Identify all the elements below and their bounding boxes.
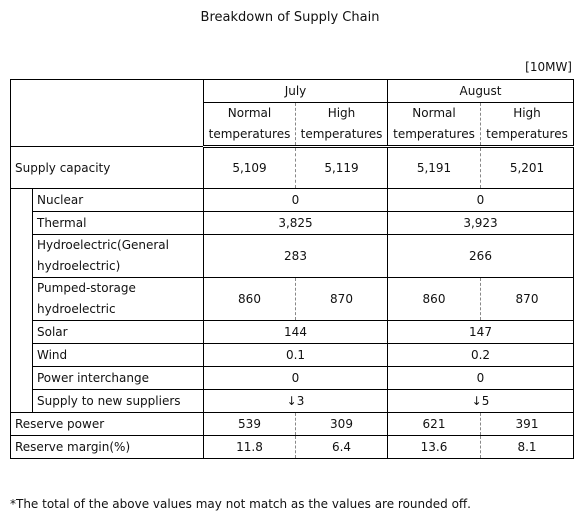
- cell-value: 266: [388, 235, 574, 278]
- row-nuclear: [11, 189, 574, 212]
- cell-value: 147: [388, 321, 574, 344]
- cell-value: ↓5: [388, 390, 574, 413]
- cell-value: 870: [481, 278, 574, 321]
- header-temperatures-label: temperatures: [208, 127, 291, 141]
- row-label: Reserve margin(%): [11, 436, 204, 459]
- row-label: Thermal: [33, 212, 204, 235]
- header-august-high: [481, 103, 574, 147]
- cell-value: 391: [481, 413, 574, 436]
- cell-value: 860: [388, 278, 481, 321]
- cell-value: 0: [204, 189, 388, 212]
- header-temperatures-label: temperatures: [393, 127, 475, 141]
- cell-value: 144: [204, 321, 388, 344]
- row-label-line: hydroelectric): [37, 259, 121, 273]
- row-hydroelectric: [11, 235, 574, 278]
- row-thermal: [11, 212, 574, 235]
- supply-table: [10, 79, 574, 459]
- cell-value: 5,109: [204, 147, 296, 189]
- cell-value: 5,191: [388, 147, 481, 189]
- header-temperatures-label: temperatures: [486, 127, 568, 141]
- cell-value: 13.6: [388, 436, 481, 459]
- cell-value: 860: [204, 278, 296, 321]
- cell-value: 11.8: [204, 436, 296, 459]
- cell-value: 870: [296, 278, 388, 321]
- footnote: *The total of the above values may not match as the values are rounded off.: [10, 497, 471, 511]
- cell-value: 8.1: [481, 436, 574, 459]
- row-wind: [11, 344, 574, 367]
- row-label: Wind: [33, 344, 204, 367]
- cell-value: 6.4: [296, 436, 388, 459]
- row-label-line: Pumped-storage: [37, 281, 136, 295]
- row-label-line: hydroelectric: [37, 302, 116, 316]
- row-label: Nuclear: [33, 189, 204, 212]
- row-new-suppliers: [11, 390, 574, 413]
- cell-value: 539: [204, 413, 296, 436]
- cell-value: 5,119: [296, 147, 388, 189]
- cell-value: 309: [296, 413, 388, 436]
- cell-value: 5,201: [481, 147, 574, 189]
- row-supply-capacity: [11, 147, 574, 189]
- header-august-normal: [388, 103, 481, 147]
- cell-value: 0: [204, 367, 388, 390]
- header-high-label: High: [513, 106, 541, 120]
- cell-value: 621: [388, 413, 481, 436]
- cell-value: 0.2: [388, 344, 574, 367]
- cell-value: 3,825: [204, 212, 388, 235]
- header-july-high: [296, 103, 388, 147]
- cell-value: 3,923: [388, 212, 574, 235]
- row-label-line: Hydroelectric(General: [37, 238, 169, 252]
- cell-value: 0.1: [204, 344, 388, 367]
- header-row-months: [11, 80, 574, 103]
- header-normal-label: Normal: [412, 106, 456, 120]
- row-reserve-power: [11, 413, 574, 436]
- table-title: Breakdown of Supply Chain: [200, 10, 380, 25]
- row-label: [33, 278, 204, 321]
- unit-label: [10MW]: [525, 60, 572, 74]
- row-reserve-margin: [11, 436, 574, 459]
- row-label: Power interchange: [33, 367, 204, 390]
- row-label: [33, 235, 204, 278]
- cell-value: 0: [388, 189, 574, 212]
- header-normal-label: Normal: [227, 106, 272, 120]
- cell-value: ↓3: [204, 390, 388, 413]
- header-july-normal: [204, 103, 296, 147]
- header-temperatures-label: temperatures: [300, 127, 383, 141]
- header-august: August: [388, 80, 574, 103]
- row-solar: [11, 321, 574, 344]
- cell-value: 283: [204, 235, 388, 278]
- row-pumped-storage: [11, 278, 574, 321]
- row-power-interchange: [11, 367, 574, 390]
- cell-value: 0: [388, 367, 574, 390]
- header-corner: [11, 80, 204, 147]
- header-july: July: [204, 80, 388, 103]
- row-label: Solar: [33, 321, 204, 344]
- row-label: Supply capacity: [11, 147, 204, 189]
- row-label: Supply to new suppliers: [33, 390, 204, 413]
- row-label: Reserve power: [11, 413, 204, 436]
- indent-spacer: [11, 189, 33, 413]
- header-high-label: High: [327, 106, 356, 120]
